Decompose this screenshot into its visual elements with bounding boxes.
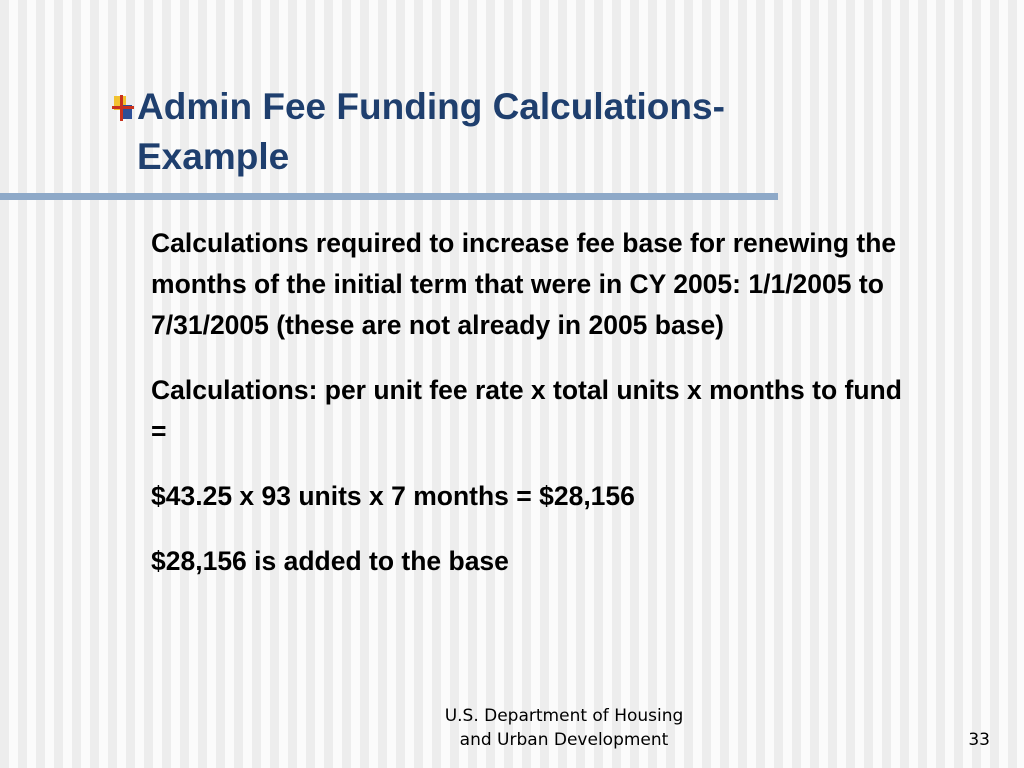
footer-organization [404, 704, 724, 752]
body-paragraph-result: $28,156 is added to the base [151, 546, 509, 576]
body-paragraph-requirements: Calculations required to increase fee base for renewing the months of the initial term that were in CY 2005: 1/1/2005 to 7/31/2005 (these are not already in 2005 base) [151, 228, 897, 340]
body-paragraph-calculation: $43.25 x 93 units x 7 months = $28,156 [151, 481, 635, 511]
title-divider [0, 193, 778, 200]
page-number: 33 [968, 730, 990, 750]
slide-title [137, 82, 897, 182]
slide-title-line: Admin Fee Funding Calculations- [137, 86, 725, 127]
body-paragraph-formula: Calculations: per unit fee rate x total units x months to fund = [151, 375, 902, 446]
slide-title-line: Example [137, 136, 290, 177]
bullet-square-icon [112, 95, 134, 121]
footer-org-line: U.S. Department of Housing [444, 706, 684, 726]
slide-body [151, 223, 911, 606]
footer-org-line: and Urban Development [459, 730, 669, 750]
